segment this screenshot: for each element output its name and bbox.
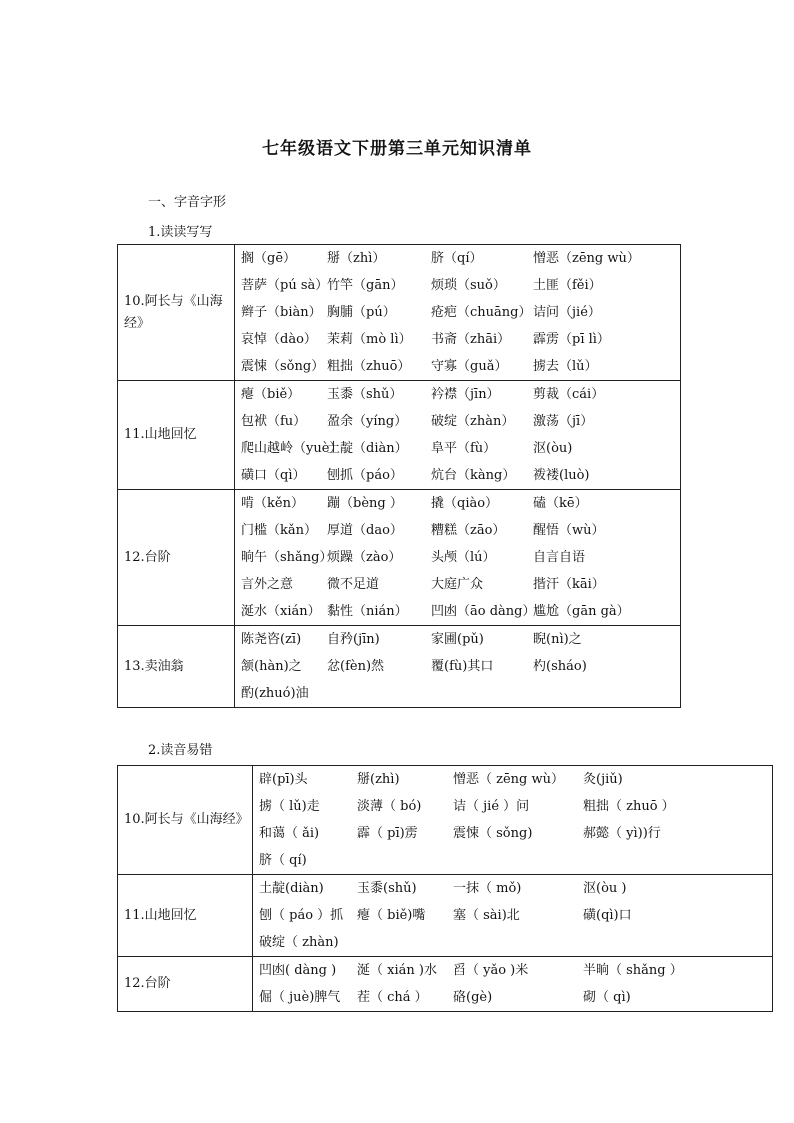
- vocab-table-pronunciation: [117, 765, 773, 1012]
- vocab-item: 忿(fèn)然: [327, 659, 385, 674]
- vocab-item: 辟(pī)头: [259, 772, 308, 787]
- lesson-label: 11.山地回忆: [118, 875, 253, 957]
- vocab-item: 微不足道: [327, 577, 380, 592]
- lesson-label: 10.阿长与《山海经》: [118, 766, 253, 875]
- vocab-item: 掳去（lǔ）: [533, 359, 598, 374]
- vocab-item: 睨(nì)之: [533, 632, 582, 647]
- word-row: [235, 680, 680, 707]
- vocab-item: 晌午（shǎng）: [241, 550, 333, 565]
- vocab-item: 涎水（xián）: [241, 604, 321, 619]
- word-row: [253, 847, 772, 874]
- lesson-label: 13.卖油翁: [118, 626, 235, 708]
- vocab-item: 土匪（fěi）: [533, 278, 602, 293]
- vocab-item: 蹦（bèng ）: [327, 496, 403, 511]
- vocab-item: 揩汗（kāi）: [533, 577, 605, 592]
- word-row: [235, 245, 680, 272]
- word-row: [235, 653, 680, 680]
- vocab-item: 厚道（dao）: [327, 523, 403, 538]
- word-row: [253, 766, 772, 793]
- page-title: 七年级语文下册第三单元知识清单: [262, 139, 532, 159]
- vocab-item: 震悚（sǒng）: [241, 359, 325, 374]
- vocab-item: 守寡（guǎ）: [431, 359, 508, 374]
- vocab-item: 半晌（ shǎng ）: [583, 963, 683, 978]
- word-list: [235, 626, 681, 708]
- word-row: [235, 353, 680, 380]
- lesson-label: 12.台阶: [118, 957, 253, 1012]
- vocab-item: 脐（qí）: [431, 251, 483, 266]
- table-row: [118, 957, 773, 1012]
- word-row: [235, 571, 680, 598]
- word-row: [253, 929, 772, 956]
- vocab-item: 醒悟（wù）: [533, 523, 605, 538]
- vocab-item: 头颅（lú）: [431, 550, 496, 565]
- word-row: [235, 490, 680, 517]
- vocab-item: 盈余（yíng）: [327, 414, 408, 429]
- vocab-item: 黏性（nián）: [327, 604, 408, 619]
- word-row: [235, 408, 680, 435]
- table-row: [118, 490, 681, 626]
- vocab-item: 茉莉（mò lì）: [327, 332, 412, 347]
- vocab-item: 淡薄（ bó): [357, 799, 422, 814]
- vocab-item: 激荡（jī）: [533, 414, 594, 429]
- vocab-item: 磕（kē）: [533, 496, 588, 511]
- vocab-item: 自矜(jīn): [327, 632, 380, 647]
- vocab-item: 沤(òu ): [583, 881, 627, 896]
- vocab-item: 郝懿（ yì))行: [583, 826, 661, 841]
- word-row: [235, 272, 680, 299]
- vocab-table-read-write: [117, 244, 681, 708]
- subsection-heading-read-write: 1.读读写写: [148, 225, 213, 240]
- vocab-item: 菩萨（pú sà）: [241, 278, 329, 293]
- vocab-item: 剪裁（cái）: [533, 387, 605, 402]
- vocab-item: 家圃(pǔ): [431, 632, 484, 647]
- vocab-item: 硌(gè): [453, 990, 493, 1005]
- vocab-item: 自言自语: [533, 550, 586, 565]
- vocab-item: 颔(hàn)之: [241, 659, 302, 674]
- word-list: [253, 957, 773, 1012]
- word-row: [235, 598, 680, 625]
- vocab-item: 辫子（biàn）: [241, 305, 322, 320]
- vocab-item: 粗拙（ zhuō ）: [583, 799, 675, 814]
- vocab-item: 一抹（ mǒ): [453, 881, 522, 896]
- vocab-item: 涎（ xián )水: [357, 963, 437, 978]
- vocab-item: 竹竿（gān）: [327, 278, 404, 293]
- vocab-item: 凹凼( dàng ): [259, 963, 337, 978]
- vocab-item: 胸脯（pú）: [327, 305, 396, 320]
- vocab-item: 包袱（fu）: [241, 414, 307, 429]
- vocab-item: 言外之意: [241, 577, 294, 592]
- vocab-item: 沤(òu): [533, 441, 573, 456]
- vocab-item: 脐（ qí): [259, 853, 307, 868]
- vocab-item: 啃（kěn）: [241, 496, 304, 511]
- section-heading: 一、字音字形: [148, 195, 227, 210]
- vocab-item: 瘪（ biě)嘴: [357, 908, 426, 923]
- vocab-item: 烦琐（suǒ）: [431, 278, 506, 293]
- word-row: [235, 544, 680, 571]
- vocab-item: 塞（ sài)北: [453, 908, 520, 923]
- vocab-item: 刨抓（páo）: [327, 468, 403, 483]
- vocab-item: 倔（ juè)脾气: [259, 990, 341, 1005]
- vocab-item: 憎恶（zēng wù）: [533, 251, 640, 266]
- word-row: [253, 902, 772, 929]
- vocab-item: 磺(qì)口: [583, 908, 632, 923]
- subsection-heading-pronunciation: 2.读音易错: [148, 743, 213, 758]
- vocab-item: 凹凼（āo dàng）: [431, 604, 536, 619]
- table-row: [118, 245, 681, 381]
- vocab-item: 霹（ pī)雳: [357, 826, 418, 841]
- vocab-item: 大庭广众: [431, 577, 484, 592]
- lesson-label: 10.阿长与《山海经》: [118, 245, 235, 381]
- table-row: [118, 766, 773, 875]
- vocab-item: 尴尬（gān gà）: [533, 604, 630, 619]
- vocab-item: 书斋（zhāi）: [431, 332, 511, 347]
- vocab-item: 掰(zhì): [357, 772, 400, 787]
- vocab-item: 酌(zhuó)油: [241, 686, 309, 701]
- vocab-item: 糟糕（zāo）: [431, 523, 506, 538]
- vocab-item: 粗拙（zhuō）: [327, 359, 411, 374]
- vocab-item: 疮疤（chuāng）: [431, 305, 532, 320]
- vocab-item: 磺口（qì）: [241, 468, 306, 483]
- table-row: [118, 381, 681, 490]
- vocab-item: 烦躁（zào）: [327, 550, 402, 565]
- word-list: [253, 766, 773, 875]
- vocab-item: 霹雳（pī lì）: [533, 332, 610, 347]
- word-row: [235, 299, 680, 326]
- vocab-item: 砌（ qì): [583, 990, 631, 1005]
- vocab-item: 破绽（ zhàn): [259, 935, 339, 950]
- vocab-item: 掰（zhì）: [327, 251, 386, 266]
- word-row: [253, 820, 772, 847]
- word-row: [235, 517, 680, 544]
- vocab-item: 炕台（kàng）: [431, 468, 516, 483]
- word-row: [235, 626, 680, 653]
- vocab-item: 哀悼（dào）: [241, 332, 317, 347]
- vocab-item: 门槛（kǎn）: [241, 523, 318, 538]
- vocab-item: 掳（ lǔ)走: [259, 799, 320, 814]
- vocab-item: 衿襟（jīn）: [431, 387, 500, 402]
- vocab-item: 爬山越岭（yuè）: [241, 441, 343, 456]
- vocab-item: 瘪（biě）: [241, 387, 301, 402]
- vocab-item: 陈尧咨(zī): [241, 632, 302, 647]
- vocab-item: 土靛（diàn）: [327, 441, 408, 456]
- vocab-item: 刨（ páo ）抓: [259, 908, 344, 923]
- vocab-item: 撬（qiào）: [431, 496, 499, 511]
- vocab-item: 灸(jiǔ): [583, 772, 623, 787]
- word-row: [253, 957, 772, 984]
- lesson-label: 11.山地回忆: [118, 381, 235, 490]
- vocab-item: 杓(sháo): [533, 659, 587, 674]
- word-row: [235, 462, 680, 489]
- word-row: [235, 381, 680, 408]
- table-row: [118, 626, 681, 708]
- vocab-item: 舀（ yǎo )米: [453, 963, 529, 978]
- word-list: [235, 381, 681, 490]
- table-row: [118, 875, 773, 957]
- lesson-label: 12.台阶: [118, 490, 235, 626]
- vocab-item: 震悚（ sǒng): [453, 826, 533, 841]
- word-row: [235, 435, 680, 462]
- vocab-item: 覆(fù)其口: [431, 659, 494, 674]
- vocab-item: 袯褛(luò): [533, 468, 590, 483]
- vocab-item: 玉黍(shǔ): [357, 881, 417, 896]
- vocab-item: 玉黍（shǔ）: [327, 387, 403, 402]
- word-list: [235, 490, 681, 626]
- vocab-item: 破绽（zhàn）: [431, 414, 515, 429]
- word-row: [253, 875, 772, 902]
- word-row: [253, 793, 772, 820]
- word-row: [235, 326, 680, 353]
- word-row: [253, 984, 772, 1011]
- vocab-item: 和蔼（ ǎi): [259, 826, 320, 841]
- word-list: [253, 875, 773, 957]
- vocab-item: 搁（gē）: [241, 251, 297, 266]
- vocab-item: 诘（ jié ）问: [453, 799, 530, 814]
- vocab-item: 茬（ chá ）: [357, 990, 428, 1005]
- vocab-item: 阜平（fù）: [431, 441, 497, 456]
- vocab-item: 土靛(diàn): [259, 881, 324, 896]
- vocab-item: 诘问（jié）: [533, 305, 601, 320]
- vocab-item: 憎恶（ zēng wù）: [453, 772, 565, 787]
- word-list: [235, 245, 681, 381]
